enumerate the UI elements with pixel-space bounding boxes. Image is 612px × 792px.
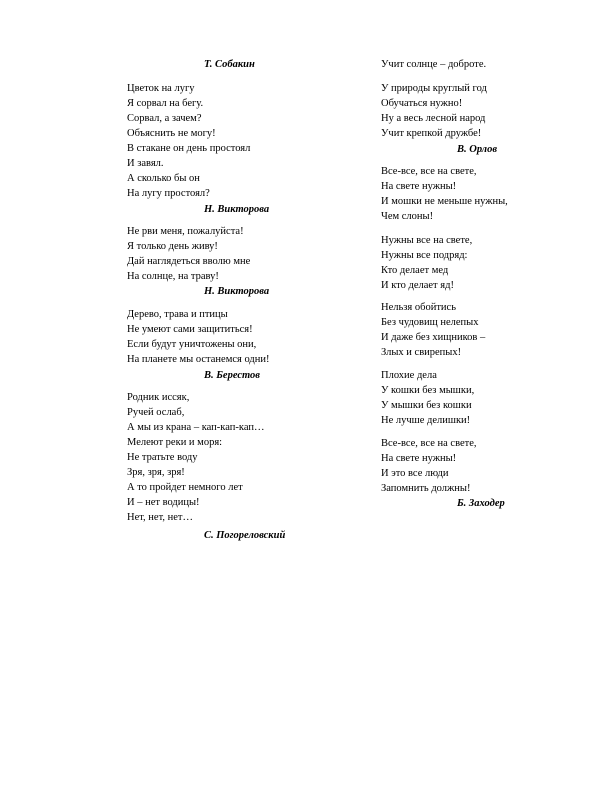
poem-line: Плохие дела bbox=[381, 370, 437, 381]
poem-line: Не умеют сами защититься! bbox=[127, 324, 253, 335]
poem-line: Нужны все на свете, bbox=[381, 235, 473, 246]
poem-author: С. Погореловский bbox=[204, 530, 286, 541]
poem-author: Т. Собакин bbox=[204, 59, 255, 70]
poem-line: Не тратьте воду bbox=[127, 452, 198, 463]
poem-line: На свете нужны! bbox=[381, 453, 457, 464]
poem-line: А мы из крана – кап-кап-кап… bbox=[127, 422, 265, 433]
poem-line: А то пройдет немного лет bbox=[127, 482, 243, 493]
poem-line: Цветок на лугу bbox=[127, 83, 195, 94]
poem-line: Ну а весь лесной народ bbox=[381, 113, 486, 124]
poem-author: Н. Викторова bbox=[204, 204, 270, 215]
poem-line: Без чудовищ нелепых bbox=[381, 317, 479, 328]
poem-line: В стакане он день простоял bbox=[127, 143, 251, 154]
poem-author: В. Орлов bbox=[457, 144, 498, 155]
poem-line: Нет, нет, нет… bbox=[127, 512, 193, 523]
poem-line: Все-все, все на свете, bbox=[381, 438, 477, 449]
poem-line: Если будут уничтожены они, bbox=[127, 339, 257, 350]
poem-line: На планете мы останемся одни! bbox=[127, 354, 270, 365]
poem-line: И это все люди bbox=[381, 468, 449, 479]
poem-author: Б. Заходер bbox=[457, 498, 505, 509]
poem-line: Злых и свирепых! bbox=[381, 347, 462, 358]
poem-line: Зря, зря, зря! bbox=[127, 467, 185, 478]
poem-line: И – нет водицы! bbox=[127, 497, 200, 508]
poem-line: Запомнить должны! bbox=[381, 483, 471, 494]
poem-line: Я только день живу! bbox=[127, 241, 218, 252]
poem-author: В. Берестов bbox=[204, 370, 260, 381]
poem-line: И завял. bbox=[127, 158, 164, 169]
poem-line: Я сорвал на бегу. bbox=[127, 98, 204, 109]
poem-line: Ручей ослаб, bbox=[127, 407, 185, 418]
poem-line: На свете нужны! bbox=[381, 181, 457, 192]
poem-line: Дерево, трава и птицы bbox=[127, 309, 228, 320]
poem-line: У природы круглый год bbox=[381, 83, 487, 94]
poem-author: Н. Викторова bbox=[204, 286, 270, 297]
poem-line: Дай наглядеться вволю мне bbox=[127, 256, 251, 267]
poem-line: Родник иссяк, bbox=[127, 392, 190, 403]
poem-line: И даже без хищников – bbox=[381, 332, 486, 343]
poem-line: Мелеют реки и моря: bbox=[127, 437, 223, 448]
poem-line: Сорвал, а зачем? bbox=[127, 113, 202, 124]
poem-line: Нужны все подряд: bbox=[381, 250, 468, 261]
poem-line: Объяснить не могу! bbox=[127, 128, 216, 139]
poem-line: На лугу простоял? bbox=[127, 188, 210, 199]
poem-line: Не лучше делишки! bbox=[381, 415, 471, 426]
poem-line: А сколько бы он bbox=[127, 173, 200, 184]
poem-line: Чем слоны! bbox=[381, 211, 434, 222]
poem-line: И мошки не меньше нужны, bbox=[381, 196, 508, 207]
poem-line: И кто делает яд! bbox=[381, 280, 454, 291]
poem-line: Все-все, все на свете, bbox=[381, 166, 477, 177]
poem-line: Нельзя обойтись bbox=[381, 302, 456, 313]
poem-line: У мышки без кошки bbox=[381, 400, 472, 411]
poem-line: Не рви меня, пожалуйста! bbox=[127, 226, 244, 237]
poem-line: Учит солнце – доброте. bbox=[381, 59, 487, 70]
poem-line: Кто делает мед bbox=[381, 265, 449, 276]
poem-line: Учит крепкой дружбе! bbox=[381, 128, 482, 139]
poem-line: На солнце, на траву! bbox=[127, 271, 219, 282]
poem-line: Обучаться нужно! bbox=[381, 98, 463, 109]
poem-line: У кошки без мышки, bbox=[381, 385, 475, 396]
